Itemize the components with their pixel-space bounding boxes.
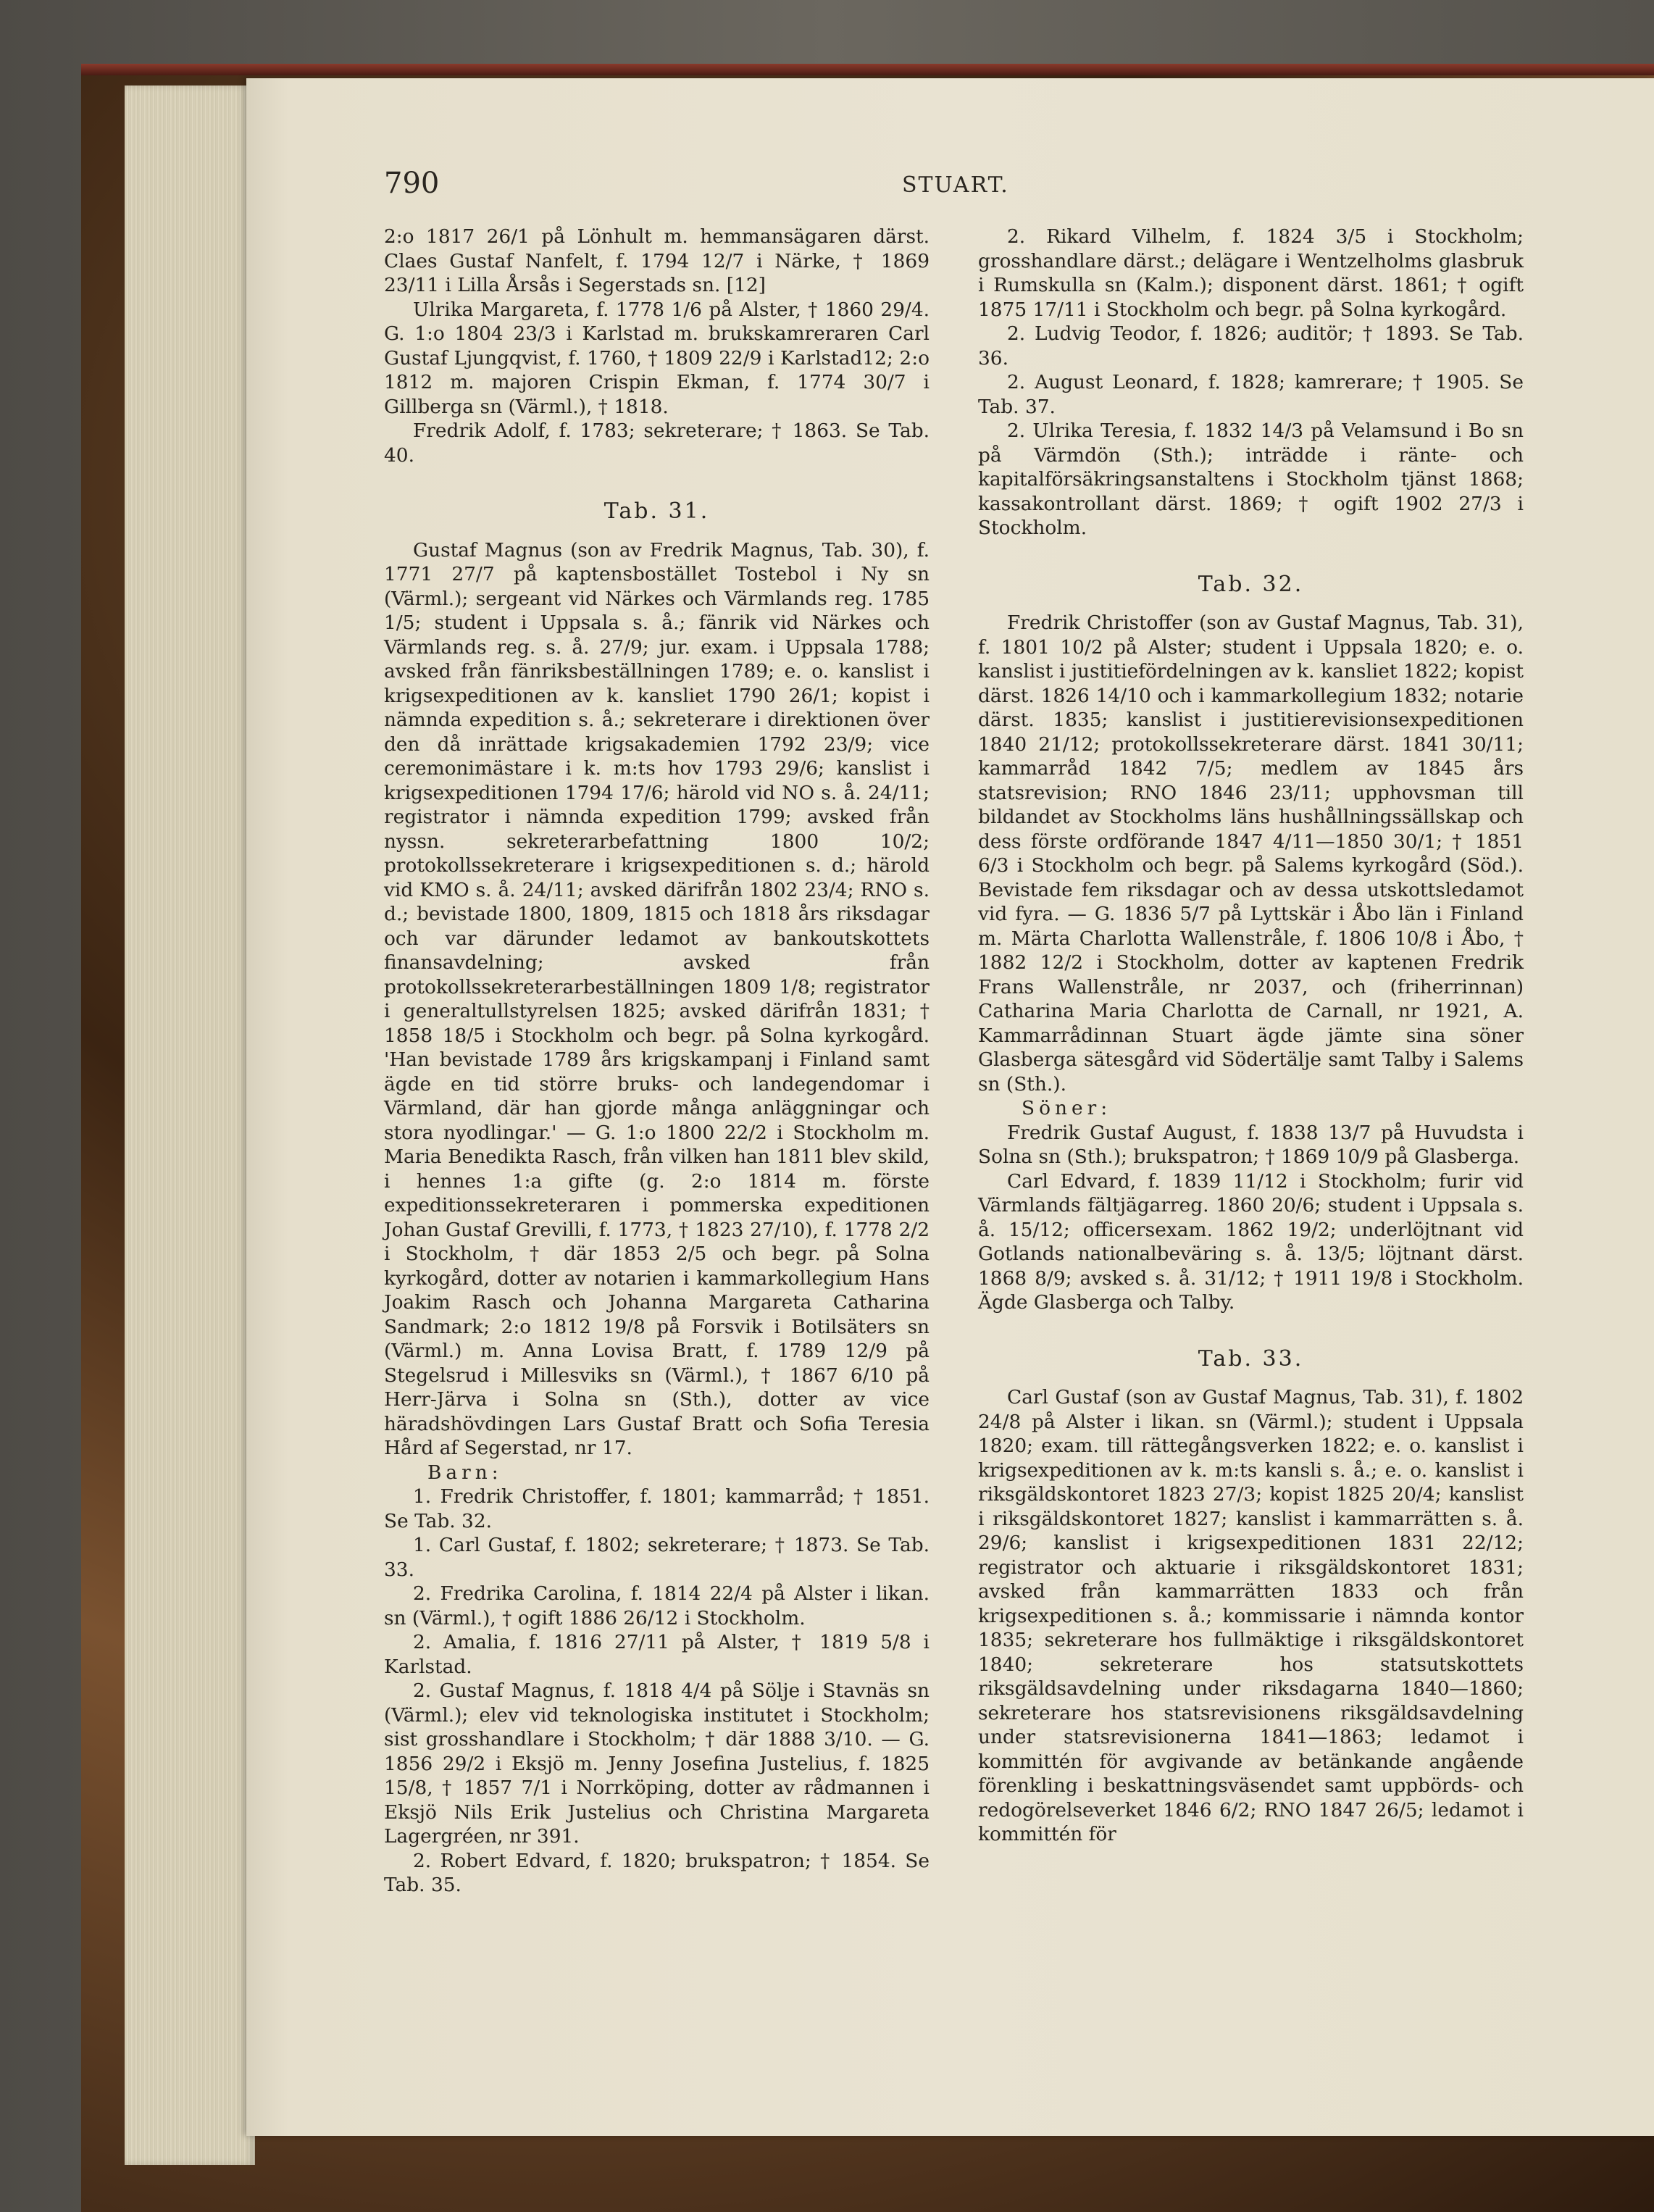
page-edges <box>125 85 255 2165</box>
entry-paragraph: 2. Rikard Vilhelm, f. 1824 3/5 i Stockholm; grosshandlare därst.; delägare i Wentzelholms glasbruk i Rumskulla sn (Kalm.); disponent därst. 1861; † ogift 1875 17/11 i Stockholm och begr. på Solna kyrkogård. <box>978 225 1524 321</box>
entry-paragraph: Carl Edvard, f. 1839 11/12 i Stockholm; furir vid Värmlands fältjägarreg. 1860 20/6; student i Uppsala s. å. 15/12; officersexam. 1862 19/2; underlöjtnant vid Gotlands nationalbeväring s. å. 13/5; löjtnant därst. 1868 8/9; avsked s. å. 31/12; † 1911 19/8 i Stockholm. Ägde Glasberga och Talby. <box>978 1169 1524 1314</box>
entry-paragraph: Gustaf Magnus (son av Fredrik Magnus, Tab. 30), f. 1771 27/7 på kaptensbostället Tostebol i Ny sn (Värml.); sergeant vid Närkes och Värmlands reg. 1785 1/5; student i Uppsala s. å.; fänrik vid Närkes och Värmlands reg. s. å. 27/9; jur. exam. i Uppsala 1788; avsked från fänriksbeställningen 1789; e. o. kanslist i krigsexpeditionen av k. kansliet 1790 26/1; kopist i nämnda expedition s. å.; sekreterare i direktionen över den då inrättade krigsakademien 1792 23/9; vice ceremonimästare i k. m:ts hov 1793 29/6; kanslist i krigsexpeditionen 1794 17/6; härold vid NO s. å. 24/11; registrator i nämnda expedition 1799; avsked från nyssn. sekreterarbefattning 1800 10/2; protokollssekreterare i krigsexpeditionen s. d.; härold vid KMO s. å. 24/11; avsked därifrån 1802 23/4; RNO s. d.; bevistade 1800, 1809, 1815 och 1818 års riksdagar och var därunder ledamot av bankoutskottets finansavdelning; avsked från protokollssekreterarbeställningen 1809 1/8; registrator i generaltullstyrelsen 1825; avsked därifrån 1831; † 1858 18/5 i Stockholm och begr. på Solna kyrkogård. 'Han bevistade 1789 års krigskampanj i Finland samt ägde en tid större bruks- och landegendomar i Värmland, där han gjorde många anläggningar och stora nyodlingar.' — G. 1:o 1800 22/2 i Stockholm m. Maria Benedikta Rasch, från vilken han 1811 blev skild, i hennes 1:a gifte (g. 2:o 1814 m. förste expeditionssekreteraren i pommerska expeditionen Johan Gustaf Grevilli, f. 1773, † 1823 27/10), f. 1778 2/2 i Stockholm, † där 1853 2/5 och begr. på Solna kyrkogård, dotter av notarien i kammarkollegium Hans Joakim Rasch och Johanna Margareta Catharina Sandmark; 2:o 1812 19/8 på Forsvik i Botilsäters sn (Värml.) m. Anna Lovisa Bratt, f. 1789 12/9 på Stegelsrud i Millesviks sn (Värml.), † 1867 6/10 på Herr-Järva i Solna sn (Sth.), dotter av vice häradshövdingen Lars Gustaf Bratt och Sofia Teresia Hård af Segerstad, nr 17. <box>384 538 930 1459</box>
entry-paragraph: Fredrik Gustaf August, f. 1838 13/7 på Huvudsta i Solna sn (Sth.); brukspatron; † 1869 10/9 på Glasberga. <box>978 1121 1524 1168</box>
entry-paragraph: Ulrika Margareta, f. 1778 1/6 på Alster, † 1860 29/4. G. 1:o 1804 23/3 i Karlstad m. brukskamreraren Carl Gustaf Ljungqvist, f. 1760, † 1809 22/9 i Karlstad12; 2:o 1812 m. majoren Crispin Ekman, f. 1774 30/7 i Gillberga sn (Värml.), † 1818. <box>384 298 930 418</box>
entry-paragraph: 2. Robert Edvard, f. 1820; brukspatron; † 1854. Se Tab. 35. <box>384 1849 930 1896</box>
table-heading: Tab. 32. <box>1198 571 1304 597</box>
entry-paragraph: Fredrik Adolf, f. 1783; sekreterare; † 1863. Se Tab. 40. <box>384 420 930 467</box>
entry-paragraph: Fredrik Christoffer (son av Gustaf Magnus, Tab. 31), f. 1801 10/2 på Alster; student i Uppsala 1820; e. o. kanslist i justitiefördelningen av k. kansliet 1822; kopist därst. 1826 14/10 och i kammarkollegium 1832; notarie därst. 1835; kanslist i justitierevisionsexpeditionen 1840 21/12; protokollssekreterare därst. 1841 30/11; kammarråd 1842 7/5; medlem av 1845 års statsrevision; RNO 1846 23/11; upphovsman till bildandet av Stockholms läns hushållningssällskap och dess förste ordförande 1847 4/11—1850 30/1; † 1851 6/3 i Stockholm och begr. på Salems kyrkogård (Söd.). Bevistade fem riksdagar och av dessa utskottsledamot vid fyra. — G. 1836 5/7 på Lyttskär i Åbo län i Finland m. Märta Charlotta Wallenstråle, f. 1806 10/8 i Åbo, † 1882 12/2 i Stockholm, dotter av kaptenen Fredrik Frans Wallenstråle, nr 2037, och (friherrinnan) Catharina Maria Charlotta de Carnall, nr 1921, A. Kammarrådinnan Stuart ägde jämte sina söner Glasberga sätesgård vid Södertälje samt Talby i Salems sn (Sth.). <box>978 612 1524 1095</box>
children-subheading: Söner: <box>1022 1097 1112 1119</box>
entry-paragraph: 2:o 1817 26/1 på Lönhult m. hemmansägaren därst. Claes Gustaf Nanfelt, f. 1794 12/7 i Närke, † 1869 23/11 i Lilla Årsås i Segerstads sn. [12] <box>384 225 930 296</box>
page-number: 790 <box>384 167 440 200</box>
entry-paragraph: 2. Ludvig Teodor, f. 1826; auditör; † 1893. Se Tab. 36. <box>978 322 1524 370</box>
entry-paragraph: 2. Amalia, f. 1816 27/11 på Alster, † 1819 5/8 i Karlstad. <box>384 1631 930 1678</box>
children-subheading: Barn: <box>427 1461 503 1484</box>
entry-paragraph: 2. August Leonard, f. 1828; kamrerare; † 1905. Se Tab. 37. <box>978 371 1524 418</box>
table-heading: Tab. 33. <box>1198 1345 1304 1372</box>
table-heading: Tab. 31. <box>603 498 710 524</box>
entry-paragraph: 2. Fredrika Carolina, f. 1814 22/4 på Alster i likan. sn (Värml.), † ogift 1886 26/12 i Stockholm. <box>384 1582 930 1629</box>
entry-paragraph: 1. Fredrik Christoffer, f. 1801; kammarråd; † 1851. Se Tab. 32. <box>384 1485 930 1532</box>
running-title: STUART. <box>902 172 1009 198</box>
entry-paragraph: 1. Carl Gustaf, f. 1802; sekreterare; † 1873. Se Tab. 33. <box>384 1534 930 1581</box>
left-column <box>384 225 930 1898</box>
right-column <box>978 225 1524 1847</box>
entry-paragraph: 2. Gustaf Magnus, f. 1818 4/4 på Sölje i Stavnäs sn (Värml.); elev vid teknologiska institutet i Stockholm; sist grosshandlare i Stockholm; † där 1888 3/10. — G. 1856 29/2 i Eksjö m. Jenny Josefina Justelius, f. 1825 15/8, † 1857 7/1 i Norrköping, dotter av rådmannen i Eksjö Nils Erik Justelius och Christina Margareta Lagergréen, nr 391. <box>384 1679 930 1848</box>
cover-edge <box>81 64 1654 75</box>
entry-paragraph: 2. Ulrika Teresia, f. 1832 14/3 på Velamsund i Bo sn på Värmdön (Sth.); inträdde i ränte- och kapitalförsäkringsanstaltens i Stockholm tjänst 1868; kassakontrollant därst. 1869; † ogift 1902 27/3 i Stockholm. <box>978 420 1524 539</box>
entry-paragraph: Carl Gustaf (son av Gustaf Magnus, Tab. 31), f. 1802 24/8 på Alster i likan. sn (Värml.); student i Uppsala 1820; exam. till rättegångsverken 1822; e. o. kanslist i krigsexpeditionen av k. m:ts kansli s. å.; e. o. kanslist i riksgäldskontoret 1823 27/3; kopist 1825 20/4; kanslist i riksgäldskontoret 1827; kanslist i kammarrätten s. å. 29/6; kanslist i krigsexpeditionen 1831 22/12; registrator och aktuarie i riksgäldskontoret 1831; avsked från kammarrätten 1833 och från krigsexpeditionen s. å.; kommissarie i nämnda kontor 1835; sekreterare hos fullmäktige i riksgäldskontoret 1840; sekreterare hos statsutskottets riksgäldsavdelning under riksdagarna 1840—1860; sekreterare hos statsrevisionens riksgäldsavdelning under statsrevisionerna 1841—1863; ledamot i kommittén för avgivande av betänkande angående förenkling i beskattningsväsendet samt uppbörds- och redogörelseverket 1846 6/2; RNO 1847 26/5; ledamot i kommittén för <box>978 1386 1524 1845</box>
